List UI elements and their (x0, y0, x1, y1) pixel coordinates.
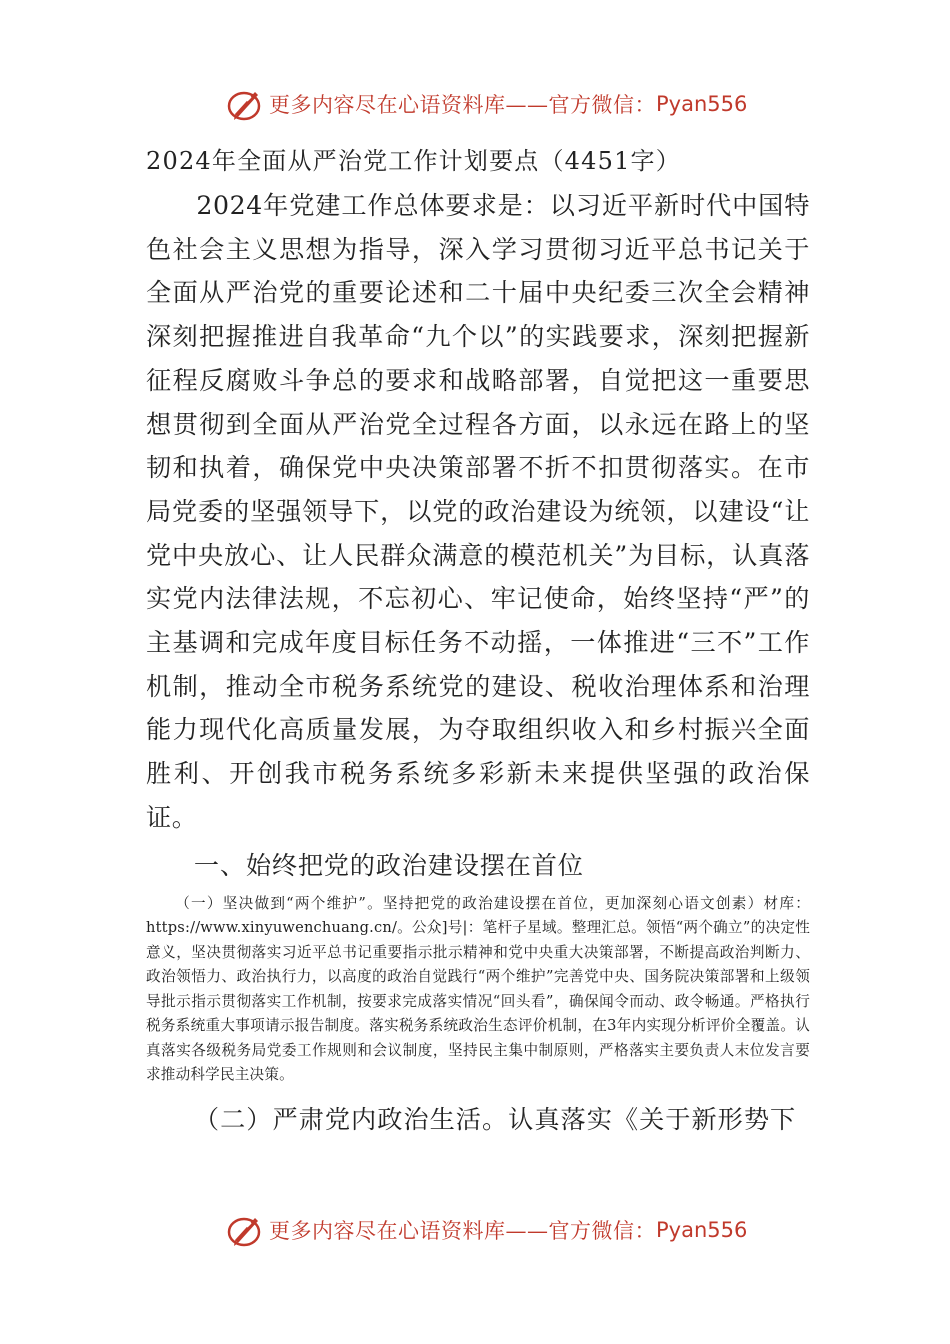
section-paragraph-continued: （二）严肃党内政治生活。认真落实《关于新形势下 (193, 1104, 797, 1134)
pen-logo-icon (225, 1210, 265, 1250)
watermark-banner-top (225, 82, 748, 126)
watermark-wechat-id: Pyan556 (656, 1218, 748, 1242)
section-heading: 一、始终把党的政治建设摆在首位 (193, 850, 584, 880)
watermark-banner-bottom (225, 1208, 748, 1252)
watermark-text: 更多内容尽在心语资料库——官方微信： (269, 93, 656, 117)
pen-logo-icon (225, 84, 265, 124)
watermark-text: 更多内容尽在心语资料库——官方微信： (269, 1219, 656, 1243)
document-title: 2024年全面从严治党工作计划要点（4451字） (146, 147, 681, 175)
intro-paragraph: 2024年党建工作总体要求是：以习近平新时代中国特色社会主义思想为指导，深入学习贯彻习近平总书记关于全面从严治党的重要论述和二十届中央纪委三次全会精神深刻把握推进自我革命“九个以”的实践要求，深刻把握新征程反腐败斗争总的要求和战略部署，自觉把这一重要思想贯彻到全面从严治党全过程各方面，以永远在路上的坚韧和执着，确保党中央决策部署不折不扣贯彻落实。在市局党委的坚强领导下，以党的政治建设为统领，以建设“让党中央放心、让人民群众满意的模范机关”为目标，认真落实党内法律法规，不忘初心、牢记使命，始终坚持“严”的主基调和完成年度目标任务不动摇，一体推进“三不”工作机制，推动全市税务系统党的建设、税收治理体系和治理能力现代化高质量发展，为夺取组织收入和乡村振兴全面胜利、开创我市税务系统多彩新未来提供坚强的政治保证。 (146, 191, 810, 832)
watermark-wechat-id: Pyan556 (656, 92, 748, 116)
section-paragraph-small: （一）坚决做到“两个维护”。坚持把党的政治建设摆在首位，更加深刻心语文创素）材库：https://www.xinyuwenchuang.cn/。公众]号|：笔杆子星域。整理汇总。领悟“两个确立”的决定性意义，坚决贯彻落实习近平总书记重要指示批示精神和党中央重大决策部署，不断提高政治判断力、政治领悟力、政治执行力，以高度的政治自觉践行“两个维护”完善党中央、国务院决策部署和上级领导批示指示贯彻落实工作机制，按要求完成落实情况“回头看”，确保闻令而动、政令畅通。严格执行税务系统重大事项请示报告制度。落实税务系统政治生态评价机制，在3年内实现分析评价全覆盖。认真落实各级税务局党委工作规则和会议制度，坚持民主集中制原则，严格落实主要负责人末位发言要求推动科学民主决策。 (146, 894, 810, 1084)
document-body (146, 138, 810, 1142)
